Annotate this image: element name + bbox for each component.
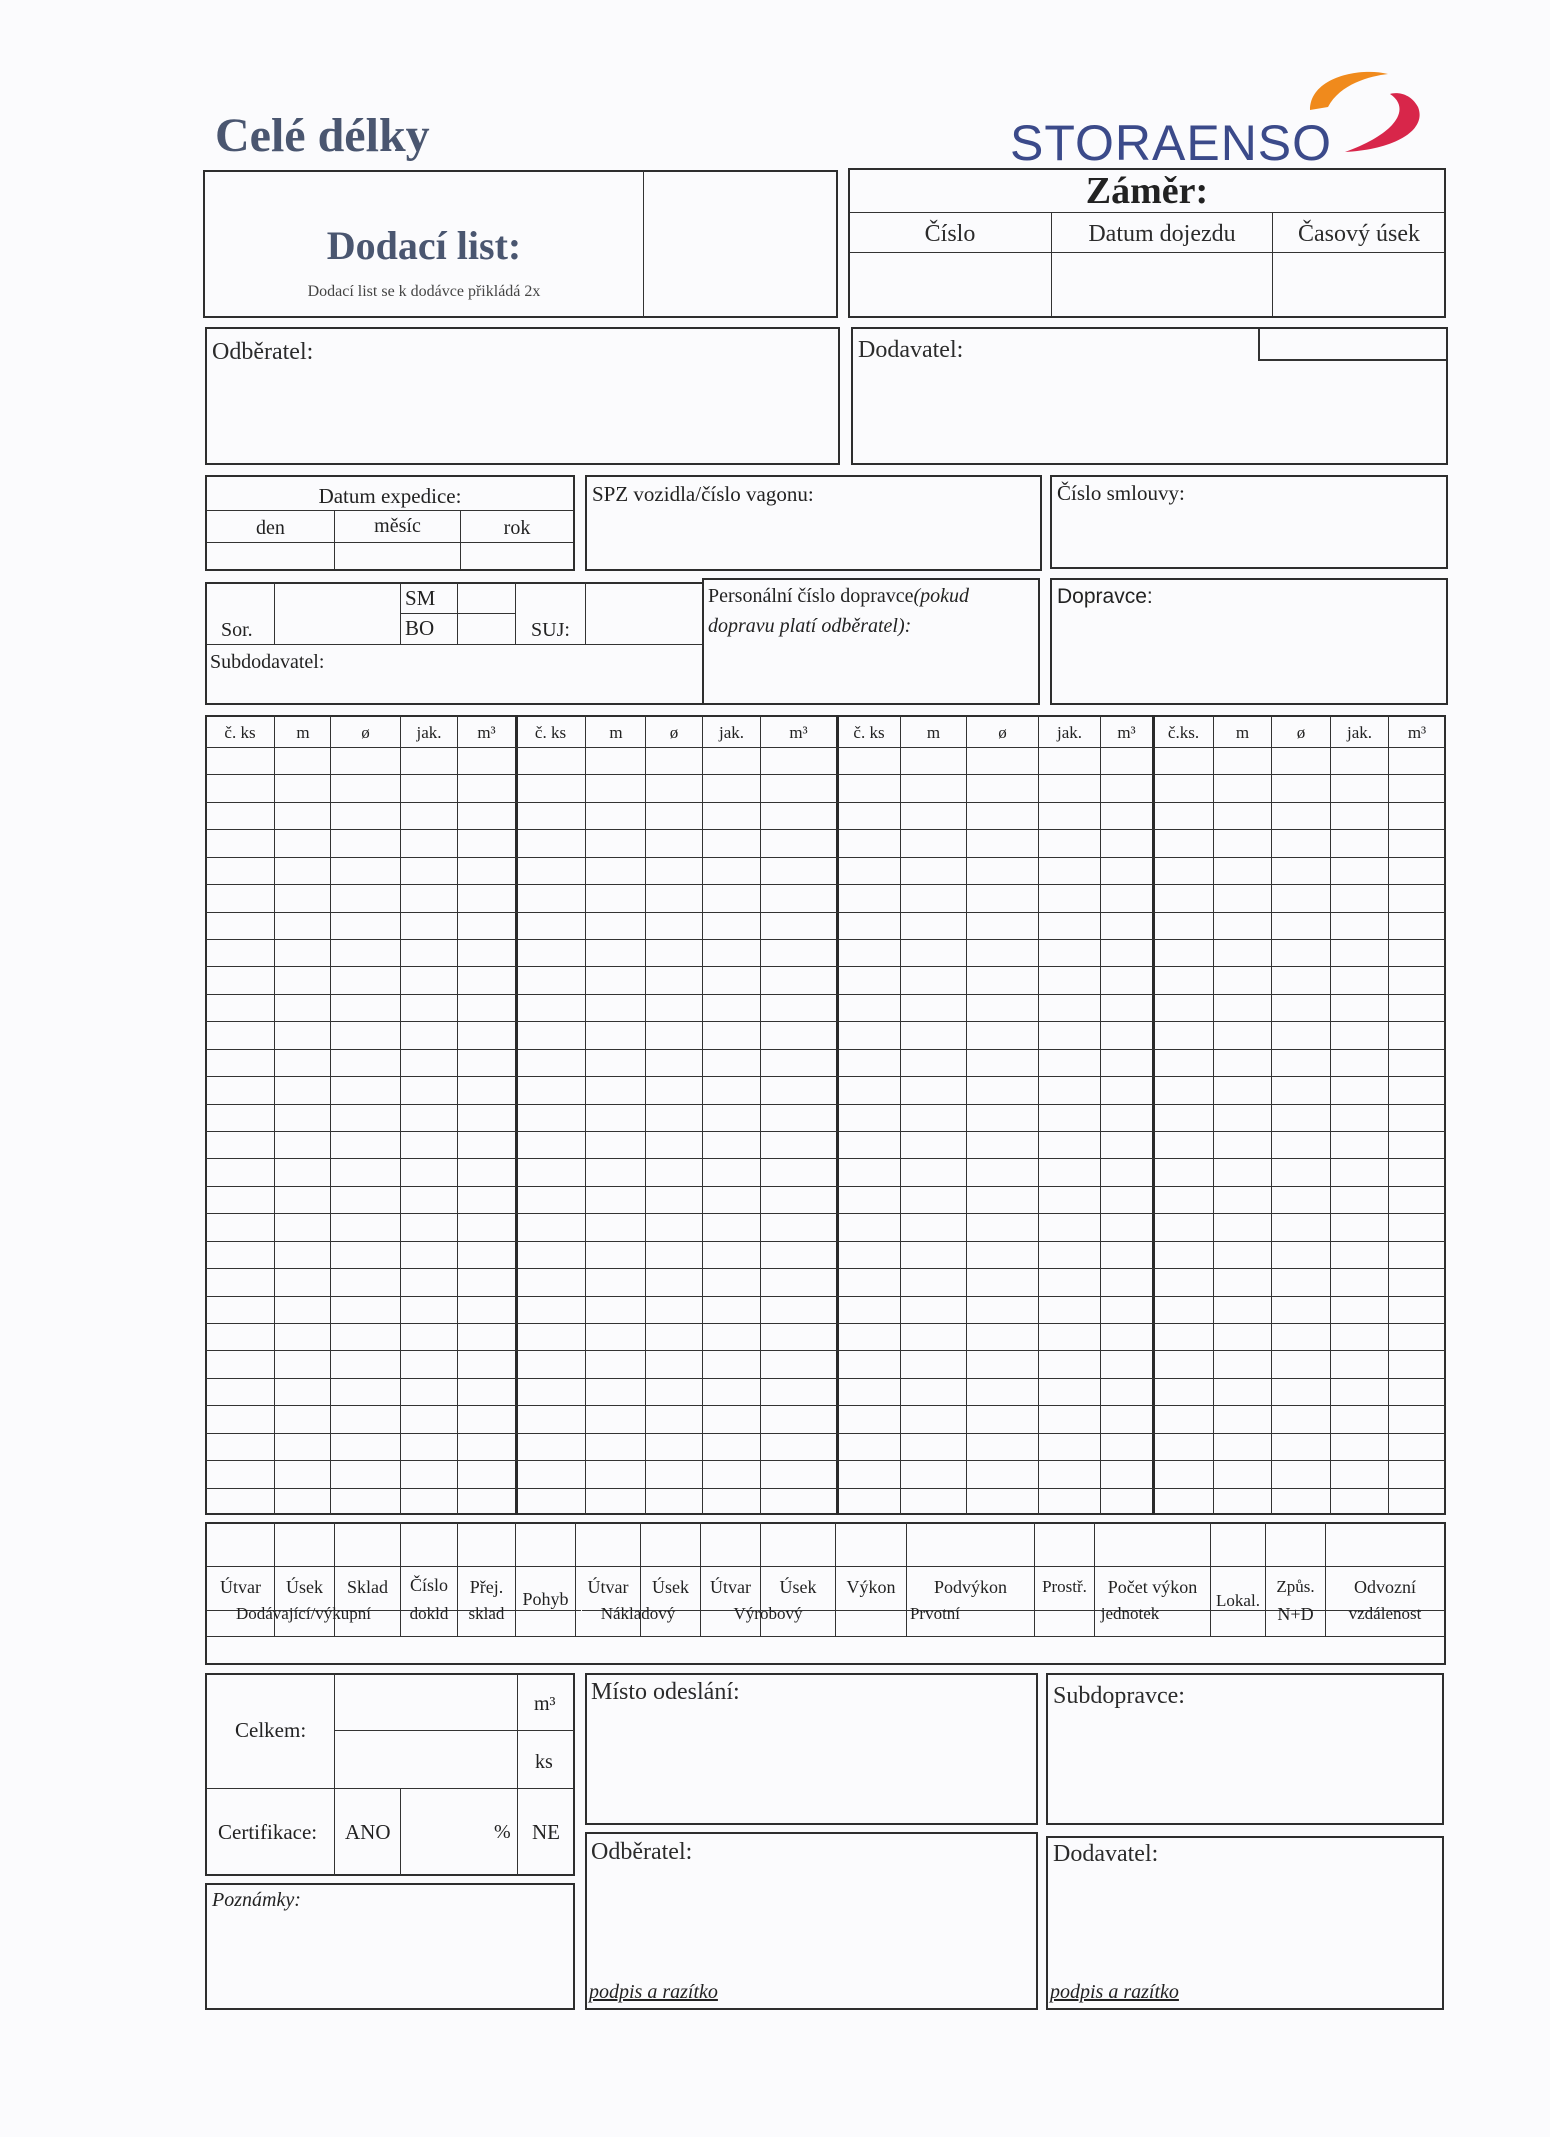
den-field[interactable]	[208, 544, 333, 569]
code-cislo: Číslo	[409, 1575, 448, 1595]
code-zpus: Způs.	[1276, 1577, 1315, 1596]
code-pohyb: Pohyb	[522, 1589, 569, 1609]
code-vzdalenost: vzdálenost	[1348, 1604, 1422, 1623]
grid-header-3-2: ø	[1296, 723, 1306, 742]
code-prvotni: Prvotní	[909, 1604, 961, 1623]
grid-header-3-4: m³	[1407, 723, 1427, 742]
grid-header-1-1: m	[609, 723, 623, 742]
code-dokld: dokld	[409, 1604, 449, 1623]
subdopravce-label: Subdopravce:	[1053, 1683, 1185, 1709]
grid-header-2-3: jak.	[1056, 723, 1083, 742]
suj-label: SUJ:	[531, 619, 570, 641]
code-nd: N+D	[1277, 1604, 1314, 1624]
zamer-title: Záměr:	[1085, 170, 1209, 212]
cislo-smlouvy-label: Číslo smlouvy:	[1057, 481, 1185, 505]
zamer-col-cislo: Číslo	[924, 221, 976, 247]
sm-label: SM	[405, 586, 436, 610]
document-title: Celé délky	[215, 109, 430, 162]
celkem-label: Celkem:	[235, 1718, 307, 1742]
m3-unit: m³	[534, 1693, 556, 1715]
odberatel-label: Odběratel:	[212, 339, 314, 365]
code-utvar-3: Útvar	[710, 1577, 751, 1597]
grid-header-1-0: č. ks	[534, 723, 567, 742]
logo-text: STORAENSO	[1010, 115, 1333, 171]
grid-header-0-3: jak.	[416, 723, 442, 742]
code-vykon: Výkon	[846, 1577, 896, 1597]
celkem-m3-field[interactable]	[336, 1675, 516, 1729]
zamer-casovy-usek-field[interactable]	[1274, 254, 1444, 316]
code-vyrobovy: Výrobový	[733, 1604, 803, 1623]
grid-header-1-3: jak.	[718, 723, 745, 742]
grid-header-3-1: m	[1235, 723, 1250, 742]
zamer-col-datum: Datum dojezdu	[1088, 221, 1236, 247]
misto-odeslani-label: Místo odeslání:	[591, 1679, 740, 1705]
measurement-grid	[205, 715, 1446, 1515]
delivery-note-subtitle: Dodací list se k dodávce přikládá 2x	[307, 283, 541, 300]
grid-header-0-4: m³	[477, 723, 496, 742]
dodavatel-label: Dodavatel:	[858, 337, 964, 363]
code-usek-3: Úsek	[779, 1577, 817, 1597]
rok-field[interactable]	[462, 544, 572, 569]
sm-field[interactable]	[459, 584, 514, 612]
grid-header-3-3: jak.	[1346, 723, 1373, 742]
code-dodavajici: Dodávající/výkupní	[235, 1604, 372, 1623]
grid-header-1-4: m³	[789, 723, 808, 742]
code-pocet-vykon: Počet výkon	[1107, 1577, 1198, 1597]
subdodavatel-label: Subdodavatel:	[210, 651, 325, 673]
code-usek: Úsek	[286, 1577, 323, 1597]
den-label: den	[256, 517, 285, 539]
bo-label: BO	[405, 616, 435, 640]
code-jednotek: jednotek	[1100, 1604, 1160, 1623]
poznamky-label: Poznámky:	[212, 1889, 301, 1911]
grid-header-0-1: m	[296, 723, 310, 742]
code-utvar: Útvar	[220, 1577, 261, 1597]
grid-header-0-0: č. ks	[224, 723, 256, 742]
ne-label: NE	[532, 1820, 560, 1844]
dodavatel-sign-label: Dodavatel:	[1053, 1841, 1159, 1867]
grid-header-0-2: ø	[361, 723, 370, 742]
code-prej: Přej.	[469, 1577, 504, 1597]
percent-label: %	[494, 1821, 511, 1843]
bo-field[interactable]	[459, 615, 514, 643]
code-nakladovy: Nákladový	[600, 1604, 676, 1623]
suj-field[interactable]	[587, 584, 701, 643]
grid-header-2-0: č. ks	[853, 723, 885, 742]
zamer-datum-field[interactable]	[1053, 254, 1271, 316]
sor-label: Sor.	[221, 619, 253, 641]
grid-header-3-0: č.ks.	[1167, 723, 1200, 742]
mesic-field[interactable]	[336, 544, 459, 569]
datum-expedice-label: Datum expedice:	[318, 484, 462, 508]
sor-field[interactable]	[276, 584, 399, 643]
code-prostr: Prostř.	[1042, 1577, 1087, 1596]
code-lokal: Lokal.	[1216, 1591, 1260, 1610]
dopravce-label: Dopravce:	[1057, 585, 1153, 608]
mesic-label: měsíc	[374, 515, 421, 537]
dodavatel-podpis-label: podpis a razítko	[1050, 1981, 1179, 2003]
zamer-col-casovy-usek: Časový úsek	[1298, 221, 1420, 247]
odberatel-podpis-label: podpis a razítko	[589, 1981, 718, 2003]
ks-unit: ks	[535, 1751, 553, 1773]
code-prej-sklad: sklad	[468, 1604, 505, 1623]
grid-header-2-4: m³	[1117, 723, 1136, 742]
dodavatel-code-field[interactable]	[1258, 329, 1446, 361]
rok-label: rok	[503, 517, 531, 539]
ano-label: ANO	[345, 1820, 391, 1844]
personal-number-label-2: dopravu platí odběratel):	[708, 615, 912, 637]
grid-header-1-2: ø	[669, 723, 679, 742]
code-sklad: Sklad	[346, 1577, 388, 1597]
code-podvykon: Podvýkon	[933, 1577, 1007, 1597]
certifikace-label: Certifikace:	[218, 1820, 318, 1844]
storaenso-logo	[1010, 62, 1430, 172]
code-utvar-2: Útvar	[587, 1577, 629, 1597]
grid-header-2-2: ø	[998, 723, 1007, 742]
delivery-note-title: Dodací list:	[326, 223, 522, 268]
spz-label: SPZ vozidla/číslo vagonu:	[592, 482, 814, 506]
grid-header-2-1: m	[926, 723, 941, 742]
code-usek-2: Úsek	[652, 1577, 689, 1597]
odberatel-sign-label: Odběratel:	[591, 1839, 693, 1865]
celkem-ks-field[interactable]	[336, 1732, 516, 1786]
zamer-cislo-field[interactable]	[852, 254, 1050, 316]
personal-number-label: Personální číslo dopravce(pokud	[708, 585, 970, 607]
certifikace-percent-field[interactable]	[402, 1790, 516, 1874]
code-odvozni: Odvozní	[1354, 1577, 1416, 1597]
